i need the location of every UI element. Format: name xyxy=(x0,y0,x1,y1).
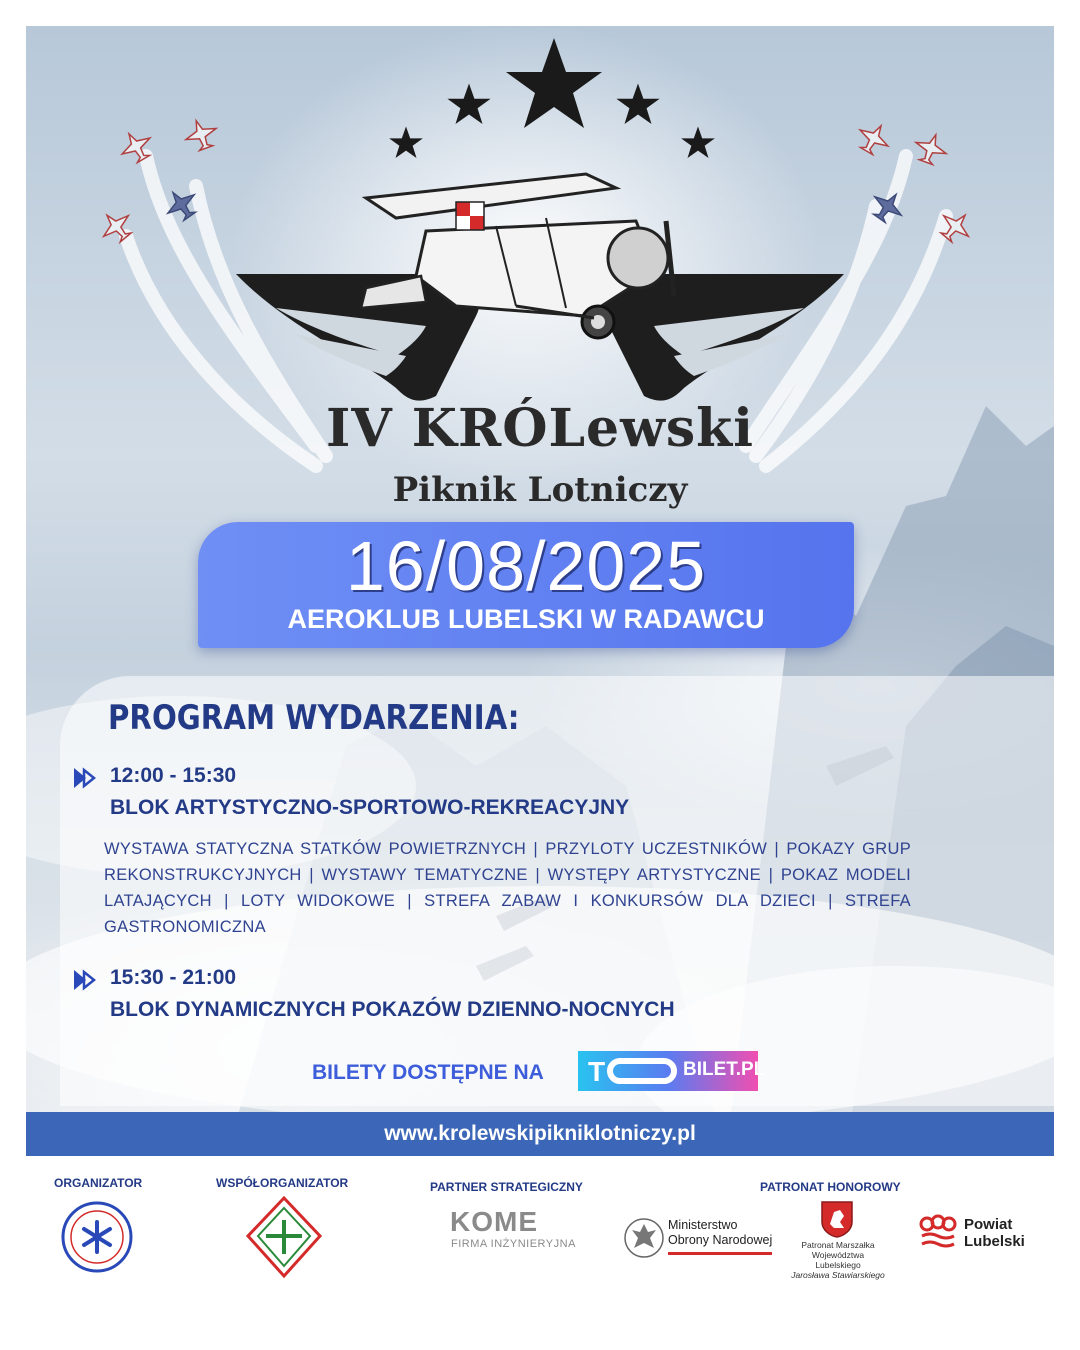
ticket-logo-mark-icon xyxy=(584,1051,684,1091)
marshal-line-3: Jarosława Stawiarskiego xyxy=(791,1270,885,1280)
lubelskie-coat-of-arms-icon xyxy=(820,1200,854,1238)
marshal-patronage xyxy=(790,1240,886,1280)
powiat-lubelski-emblem-icon xyxy=(918,1214,958,1254)
ministry-red-line xyxy=(668,1252,772,1255)
event-date: 16/08/2025 xyxy=(345,527,707,605)
co-organizer-label: WSPÓŁORGANIZATOR xyxy=(216,1176,349,1190)
star-icon-left-1 xyxy=(447,84,490,125)
website-bar xyxy=(26,1112,1054,1156)
marshal-line-1: Patronat Marszałka xyxy=(801,1240,875,1250)
block-1-time: 12:00 - 15:30 xyxy=(110,764,237,787)
star-icon-right-1 xyxy=(616,84,659,125)
stars-decoration xyxy=(389,38,715,158)
play-arrow-icon xyxy=(72,766,102,790)
ministry-name xyxy=(668,1218,772,1248)
kome-name: KOME xyxy=(450,1206,538,1237)
plane-icon-left-2 xyxy=(181,115,221,153)
star-icon-left-2 xyxy=(389,127,423,159)
svg-text:T: T xyxy=(588,1056,606,1087)
block-2-time: 15:30 - 21:00 xyxy=(110,966,237,989)
event-venue: AEROKLUB LUBELSKI W RADAWCU xyxy=(287,604,765,634)
program-heading: PROGRAM WYDARZENIA: xyxy=(108,698,520,738)
organizer-foundation-logo xyxy=(60,1200,134,1274)
ministry-line-1: Ministerstwo xyxy=(668,1218,738,1232)
date-banner xyxy=(198,522,854,648)
block-1-title: BLOK ARTYSTYCZNO-SPORTOWO-REKREACYJNY xyxy=(110,796,630,819)
marshal-line-2: Województwa Lubelskiego xyxy=(811,1250,865,1270)
play-arrow-icon xyxy=(72,968,102,992)
eagle-emblem-icon xyxy=(624,1216,664,1260)
honorary-patronage-label: PATRONAT HONOROWY xyxy=(760,1180,901,1194)
tickets-label: BILETY DOSTĘPNE NA xyxy=(312,1061,544,1084)
powiat-line-1: Powiat xyxy=(964,1216,1013,1233)
ticket-vendor-logo[interactable] xyxy=(578,1051,766,1091)
powiat-name xyxy=(964,1216,1025,1250)
event-subtitle: Piknik Lotniczy xyxy=(392,470,688,510)
block-1-description: WYSTAWA STATYCZNA STATKÓW POWIETRZNYCH | PRZYLOTY UCZESTNIKÓW | POKAZY GRUP REKONSTRUKCYJNYCH | WYSTAWY TEMATYCZNE | WYSTĘPY ARTYSTYCZNE | POKAZ MODELI LATAJĄCYCH | LOTY WIDOKOWE | STREFA ZABAW I KONKURSÓW DLA DZIECI | STREFA GASTRONOMICZNA xyxy=(104,840,911,936)
plane-icon-right-2 xyxy=(911,129,951,167)
star-icon-right-2 xyxy=(681,127,715,159)
kome-subtitle: FIRMA INŻYNIERYJNA xyxy=(451,1238,576,1250)
strategic-partner-label: PARTNER STRATEGICZNY xyxy=(430,1180,583,1194)
organizer-label: ORGANIZATOR xyxy=(54,1176,143,1190)
powiat-line-2: Lubelski xyxy=(964,1233,1025,1250)
event-title: IV KRÓLewski xyxy=(326,398,754,459)
aeroklub-lubelski-logo xyxy=(246,1196,322,1278)
ticket-logo-label: BILET.PL xyxy=(683,1059,766,1080)
ministry-line-2: Obrony Narodowej xyxy=(668,1233,773,1247)
event-poster xyxy=(26,26,1054,1156)
plane-icon-right-1 xyxy=(853,118,895,159)
star-icon-center xyxy=(506,38,602,128)
checkerboard-insignia-icon xyxy=(456,202,484,230)
block-2-title: BLOK DYNAMICZNYCH POKAZÓW DZIENNO-NOCNYCH xyxy=(110,998,675,1021)
website-link[interactable]: www.krolewskipikniklotniczy.pl xyxy=(384,1122,696,1145)
